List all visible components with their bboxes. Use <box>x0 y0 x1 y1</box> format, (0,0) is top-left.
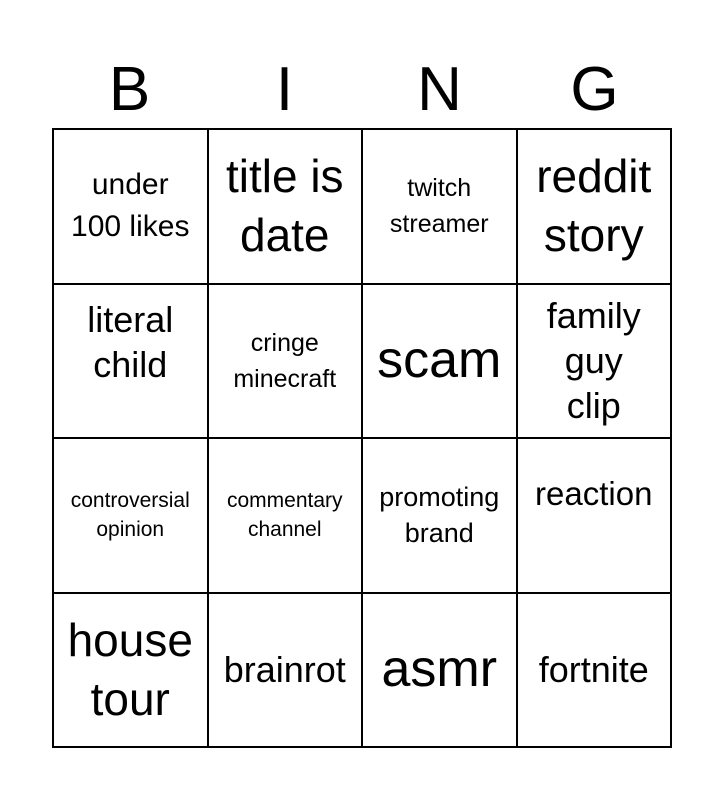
bingo-cell[interactable] <box>363 439 518 594</box>
bingo-cell[interactable] <box>363 130 518 285</box>
bingo-cell-text: title is date <box>225 150 344 262</box>
bingo-cell-text: literal child <box>87 298 174 385</box>
bingo-cell[interactable] <box>209 130 364 285</box>
bingo-cell-text: promoting brand <box>379 481 500 549</box>
header-letter-i: I <box>275 55 294 124</box>
bingo-cell-text: under 100 likes <box>71 168 190 244</box>
bingo-cell[interactable] <box>54 439 209 594</box>
bingo-cell[interactable] <box>54 594 209 749</box>
bingo-cell[interactable] <box>363 285 518 440</box>
bingo-cell-text: reaction <box>535 475 653 512</box>
bingo-cell[interactable] <box>518 439 673 594</box>
bingo-cell[interactable] <box>363 594 518 749</box>
bingo-cell[interactable] <box>518 594 673 749</box>
bingo-cell[interactable] <box>209 439 364 594</box>
header-letter-n: N <box>417 55 462 124</box>
bingo-cell-text: asmr <box>381 640 498 699</box>
bingo-cell[interactable] <box>209 594 364 749</box>
bingo-cell[interactable] <box>518 130 673 285</box>
bingo-cell-text: controversial opinion <box>70 488 190 542</box>
bingo-cell-text: scam <box>377 331 502 390</box>
header-letter-g: G <box>570 55 619 124</box>
bingo-cell-text: brainrot <box>223 649 346 691</box>
bingo-cell-text: fortnite <box>538 649 649 691</box>
bingo-cell-text: cringe minecraft <box>233 328 337 393</box>
header-letter-b: B <box>108 55 151 124</box>
bingo-cell-text: twitch streamer <box>389 174 489 239</box>
bingo-cell[interactable] <box>209 285 364 440</box>
bingo-cell-text: reddit story <box>536 150 652 262</box>
bingo-header <box>52 52 672 128</box>
bingo-cell[interactable] <box>54 130 209 285</box>
bingo-board <box>52 128 672 748</box>
bingo-cell[interactable] <box>54 285 209 440</box>
bingo-cell-text: family guy clip <box>546 295 641 427</box>
bingo-cell[interactable] <box>518 285 673 440</box>
bingo-cell-text: house tour <box>67 613 193 725</box>
bingo-cell-text: commentary channel <box>226 488 343 542</box>
